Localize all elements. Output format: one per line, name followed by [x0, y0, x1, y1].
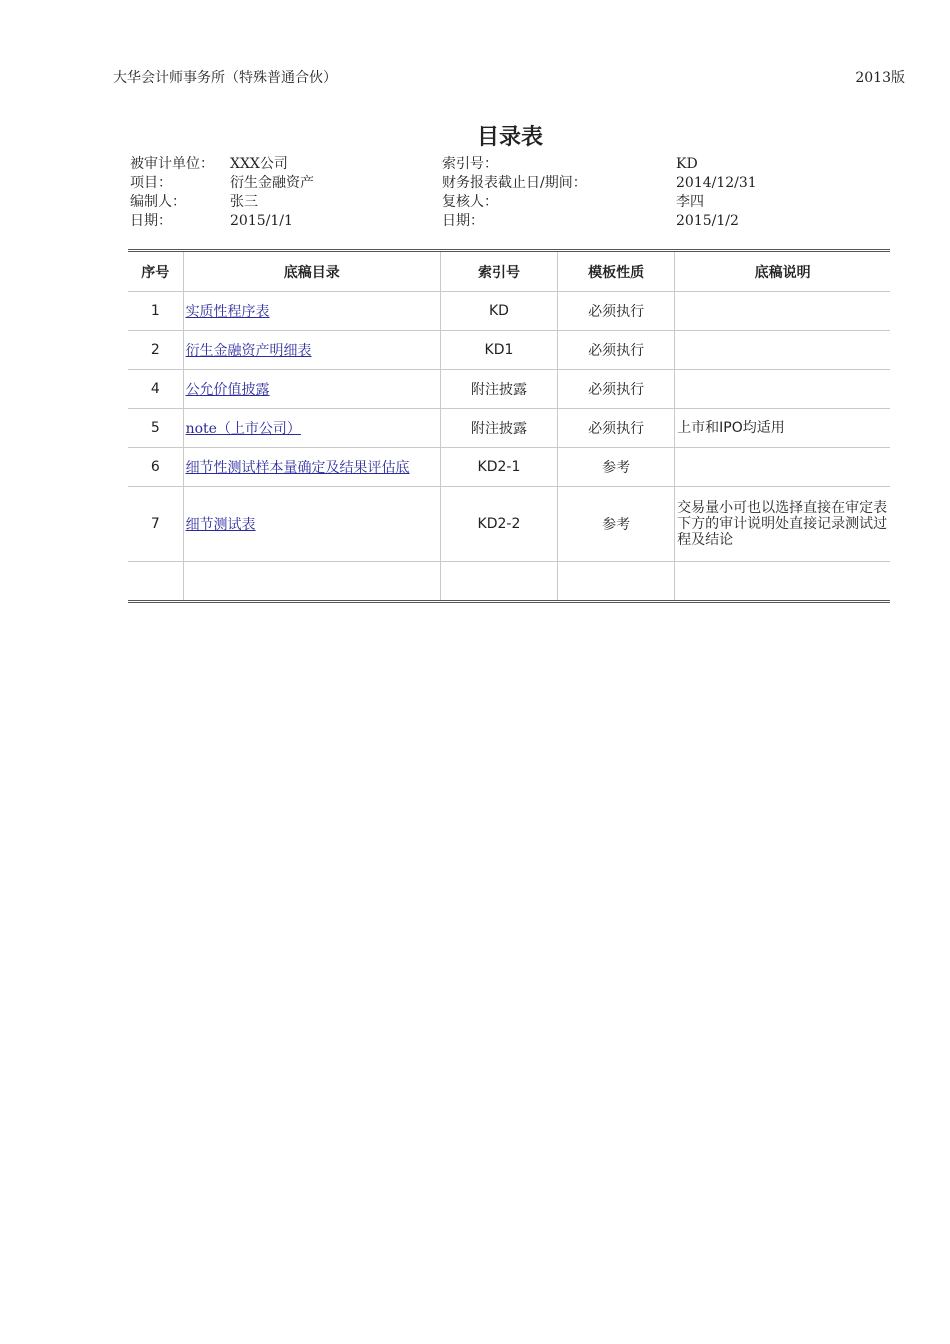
- date-value-2: 2015/1/2: [676, 213, 739, 229]
- row-note: [675, 370, 890, 409]
- reviewer-label: 复核人：: [442, 194, 498, 210]
- workpaper-link[interactable]: 实质性程序表: [185, 304, 270, 320]
- meta-labels-right: [442, 155, 587, 231]
- row-name: [183, 331, 440, 370]
- row-nature: 必须执行: [558, 292, 675, 331]
- row-index: KD: [440, 292, 557, 331]
- empty-cell: [440, 562, 557, 601]
- meta-labels-left: [130, 155, 214, 231]
- row-nature: 必须执行: [558, 331, 675, 370]
- row-no: 6: [128, 448, 183, 487]
- row-index: KD1: [440, 331, 557, 370]
- row-nature: 参考: [558, 448, 675, 487]
- header-note: 底稿说明: [675, 252, 890, 292]
- row-name: [183, 448, 440, 487]
- workpaper-link[interactable]: 细节测试表: [185, 517, 256, 533]
- project-value: 衍生金融资产: [230, 175, 314, 191]
- row-nature: 参考: [558, 487, 675, 562]
- row-index: KD2-1: [440, 448, 557, 487]
- empty-cell: [183, 562, 440, 601]
- row-note: [675, 331, 890, 370]
- audited-label: 被审计单位：: [130, 156, 214, 172]
- row-no: 1: [128, 292, 183, 331]
- table-row: [128, 409, 890, 448]
- row-index: 附注披露: [440, 409, 557, 448]
- project-label: 项目：: [130, 175, 172, 191]
- header-index: 索引号: [440, 252, 557, 292]
- table-row-empty: [128, 562, 890, 601]
- meta-values-left: [230, 155, 314, 231]
- table-row: [128, 292, 890, 331]
- firm-name: 大华会计师事务所（特殊普通合伙）: [113, 70, 337, 86]
- audited-value: XXX公司: [230, 156, 288, 172]
- row-index: KD2-2: [440, 487, 557, 562]
- period-value: 2014/12/31: [676, 175, 757, 191]
- header-nature: 模板性质: [558, 252, 675, 292]
- empty-cell: [558, 562, 675, 601]
- row-note: [675, 448, 890, 487]
- workpaper-link[interactable]: note（上市公司）: [185, 421, 301, 437]
- table-header-row: [128, 252, 890, 292]
- row-no: 4: [128, 370, 183, 409]
- page-title: 目录表: [476, 125, 543, 150]
- index-label: 索引号：: [442, 156, 498, 172]
- date-label-1: 日期：: [130, 213, 172, 229]
- directory-table: [128, 249, 890, 603]
- table-row: [128, 331, 890, 370]
- empty-cell: [128, 562, 183, 601]
- table-row: [128, 487, 890, 562]
- row-note: 交易量小可也以选择直接在审定表下方的审计说明处直接记录测试过程及结论: [675, 487, 890, 562]
- preparer-label: 编制人：: [130, 194, 186, 210]
- row-nature: 必须执行: [558, 370, 675, 409]
- header-name: 底稿目录: [183, 252, 440, 292]
- empty-cell: [675, 562, 890, 601]
- reviewer-value: 李四: [676, 194, 704, 210]
- row-name: [183, 292, 440, 331]
- row-no: 5: [128, 409, 183, 448]
- date-label-2: 日期：: [442, 213, 484, 229]
- header-no: 序号: [128, 252, 183, 292]
- meta-values-right: [676, 155, 757, 231]
- row-note: [675, 292, 890, 331]
- table-row: [128, 370, 890, 409]
- preparer-value: 张三: [230, 194, 258, 210]
- row-name: [183, 487, 440, 562]
- row-index: 附注披露: [440, 370, 557, 409]
- workpaper-link[interactable]: 细节性测试样本量确定及结果评估底: [185, 460, 410, 476]
- row-note: 上市和IPO均适用: [675, 409, 890, 448]
- workpaper-link[interactable]: 公允价值披露: [185, 382, 270, 398]
- index-value: KD: [676, 156, 698, 172]
- row-name: [183, 370, 440, 409]
- table-row: [128, 448, 890, 487]
- template-version: 2013版: [855, 70, 905, 86]
- row-name: [183, 409, 440, 448]
- workpaper-link[interactable]: 衍生金融资产明细表: [185, 343, 312, 359]
- period-label: 财务报表截止日/期间：: [442, 175, 587, 191]
- row-no: 2: [128, 331, 183, 370]
- date-value-1: 2015/1/1: [230, 213, 293, 229]
- row-nature: 必须执行: [558, 409, 675, 448]
- row-no: 7: [128, 487, 183, 562]
